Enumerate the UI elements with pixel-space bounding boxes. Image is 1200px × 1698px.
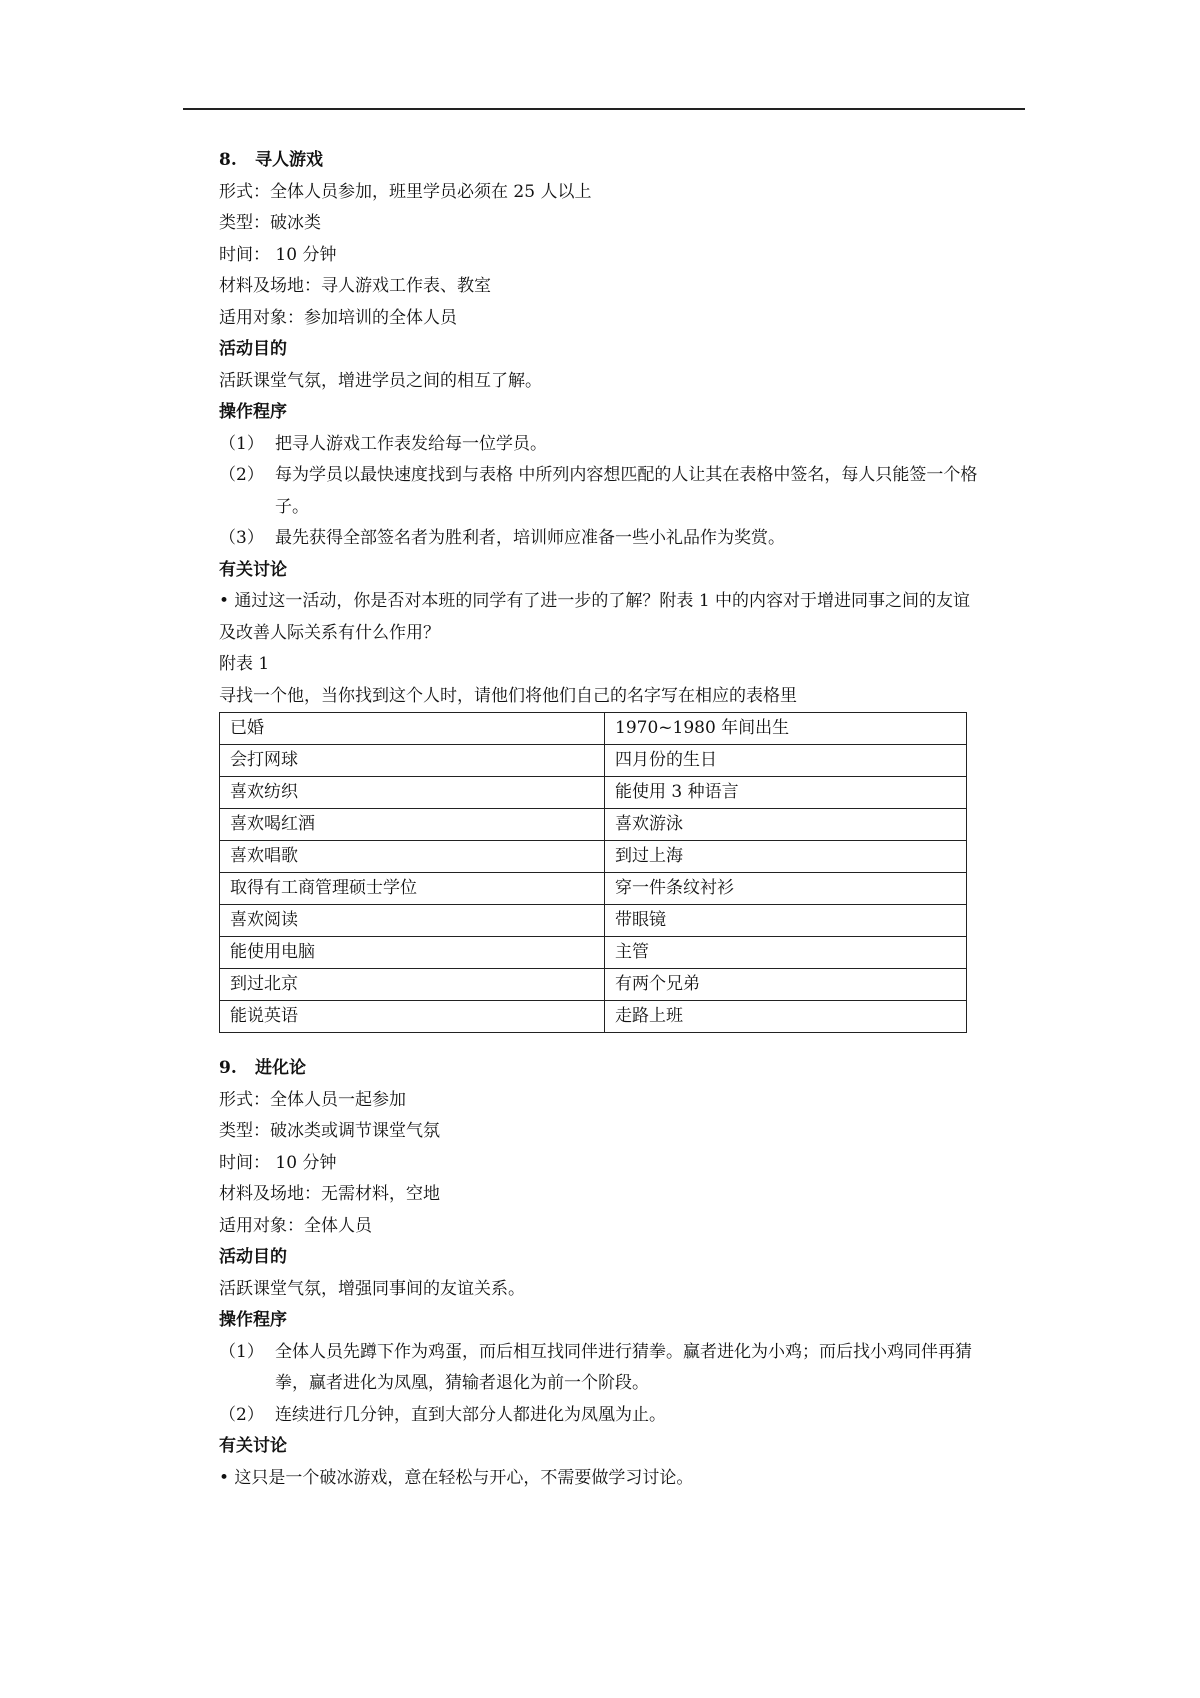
table-cell: 有两个兄弟 [605, 969, 967, 1001]
table-cell: 带眼镜 [605, 905, 967, 937]
procedure-heading: 操作程序 [219, 1310, 287, 1330]
section-heading [219, 145, 1024, 177]
discussion-text [219, 586, 1024, 649]
table-row [220, 969, 967, 1001]
section-number: 8. [219, 150, 237, 170]
table-row [220, 777, 967, 809]
meta-type: 类型：破冰类或调节课堂气氛 [219, 1121, 440, 1141]
appendix-title: 附表 1 [219, 654, 270, 674]
procedure-step [219, 460, 1024, 523]
table-cell: 到过北京 [220, 969, 605, 1001]
table-cell: 喜欢唱歌 [220, 841, 605, 873]
discussion-heading: 有关讨论 [219, 1436, 287, 1456]
procedure-step [219, 429, 1024, 461]
step-text: 把寻人游戏工作表发给每一位学员。 [275, 433, 547, 454]
meta-audience: 适用对象：参加培训的全体人员 [219, 307, 457, 328]
meta-type: 类型：破冰类 [219, 213, 321, 233]
table-row [220, 745, 967, 777]
table-cell: 主管 [605, 937, 967, 969]
appendix-instruction: 寻找一个他，当你找到这个人时，请他们将他们自己的名字写在相应的表格里 [219, 685, 797, 706]
table-cell: 会打网球 [220, 745, 605, 777]
table-row [220, 937, 967, 969]
step-marker: （3） [219, 528, 264, 548]
discussion-text [219, 1463, 1024, 1495]
meta-time: 时间： 10 分钟 [219, 1152, 337, 1173]
header-rule [183, 108, 1025, 110]
table-cell: 喜欢喝红酒 [220, 809, 605, 841]
step-text: 全体人员先蹲下作为鸡蛋，而后相互找同伴进行猜拳。赢者进化为小鸡；而后找小鸡同伴再猜 [275, 1341, 972, 1362]
procedure-step [219, 523, 1024, 555]
table-cell: 四月份的生日 [605, 745, 967, 777]
table-row [220, 713, 967, 745]
table-cell: 1970~1980 年间出生 [605, 713, 967, 745]
table-cell: 取得有工商管理硕士学位 [220, 873, 605, 905]
table-cell: 已婚 [220, 713, 605, 745]
step-marker: （1） [219, 433, 264, 454]
document-body [219, 145, 1024, 1494]
step-text: 每为学员以最快速度找到与表格 中所列内容想匹配的人让其在表格中签名，每人只能签一个格 [275, 465, 978, 485]
step-text: 连续进行几分钟，直到大部分人都进化为凤凰为止。 [275, 1404, 666, 1425]
section-title: 进化论 [255, 1058, 306, 1078]
section-number: 9. [219, 1058, 237, 1078]
discussion-line: • 这只是一个破冰游戏，意在轻松与开心，不需要做学习讨论。 [219, 1467, 694, 1488]
purpose-heading: 活动目的 [219, 1247, 287, 1267]
purpose-text: 活跃课堂气氛，增进学员之间的相互了解。 [219, 370, 542, 391]
procedure-step [219, 1337, 1024, 1400]
discussion-line: 及改善人际关系有什么作用？ [219, 622, 440, 643]
discussion-line: • 通过这一活动，你是否对本班的同学有了进一步的了解？附表 1 中的内容对于增进同事之间的友谊 [219, 591, 971, 611]
table-cell: 能使用电脑 [220, 937, 605, 969]
table-row [220, 809, 967, 841]
meta-materials: 材料及场地：无需材料，空地 [219, 1184, 440, 1204]
meta-form: 形式：全体人员一起参加 [219, 1089, 406, 1110]
step-marker: （1） [219, 1341, 264, 1362]
discussion-heading: 有关讨论 [219, 559, 287, 580]
table-row [220, 841, 967, 873]
step-marker: （2） [219, 465, 264, 485]
table-cell: 喜欢游泳 [605, 809, 967, 841]
step-text: 最先获得全部签名者为胜利者，培训师应准备一些小礼品作为奖赏。 [275, 528, 785, 548]
purpose-heading: 活动目的 [219, 339, 287, 359]
meta-form: 形式：全体人员参加，班里学员必须在 25 人以上 [219, 181, 592, 202]
table-cell: 到过上海 [605, 841, 967, 873]
purpose-text: 活跃课堂气氛，增强同事间的友谊关系。 [219, 1278, 525, 1299]
step-text-continued: 子。 [275, 496, 309, 517]
section-title: 寻人游戏 [255, 150, 323, 170]
table-cell: 喜欢纺织 [220, 777, 605, 809]
procedure-step [219, 1400, 1024, 1432]
step-marker: （2） [219, 1404, 264, 1425]
appendix-table [219, 712, 967, 1033]
meta-audience: 适用对象：全体人员 [219, 1215, 372, 1236]
table-cell: 能说英语 [220, 1001, 605, 1033]
table-cell: 穿一件条纹衬衫 [605, 873, 967, 905]
table-row [220, 873, 967, 905]
section-heading [219, 1053, 1024, 1085]
table-cell: 喜欢阅读 [220, 905, 605, 937]
table-cell: 走路上班 [605, 1001, 967, 1033]
step-text-continued: 拳，赢者进化为凤凰，猜输者退化为前一个阶段。 [275, 1373, 649, 1393]
table-row [220, 905, 967, 937]
table-cell: 能使用 3 种语言 [605, 777, 967, 809]
section-gap [219, 1033, 1024, 1053]
procedure-heading: 操作程序 [219, 402, 287, 422]
meta-materials: 材料及场地：寻人游戏工作表、教室 [219, 276, 491, 296]
meta-time: 时间： 10 分钟 [219, 244, 337, 265]
table-row [220, 1001, 967, 1033]
